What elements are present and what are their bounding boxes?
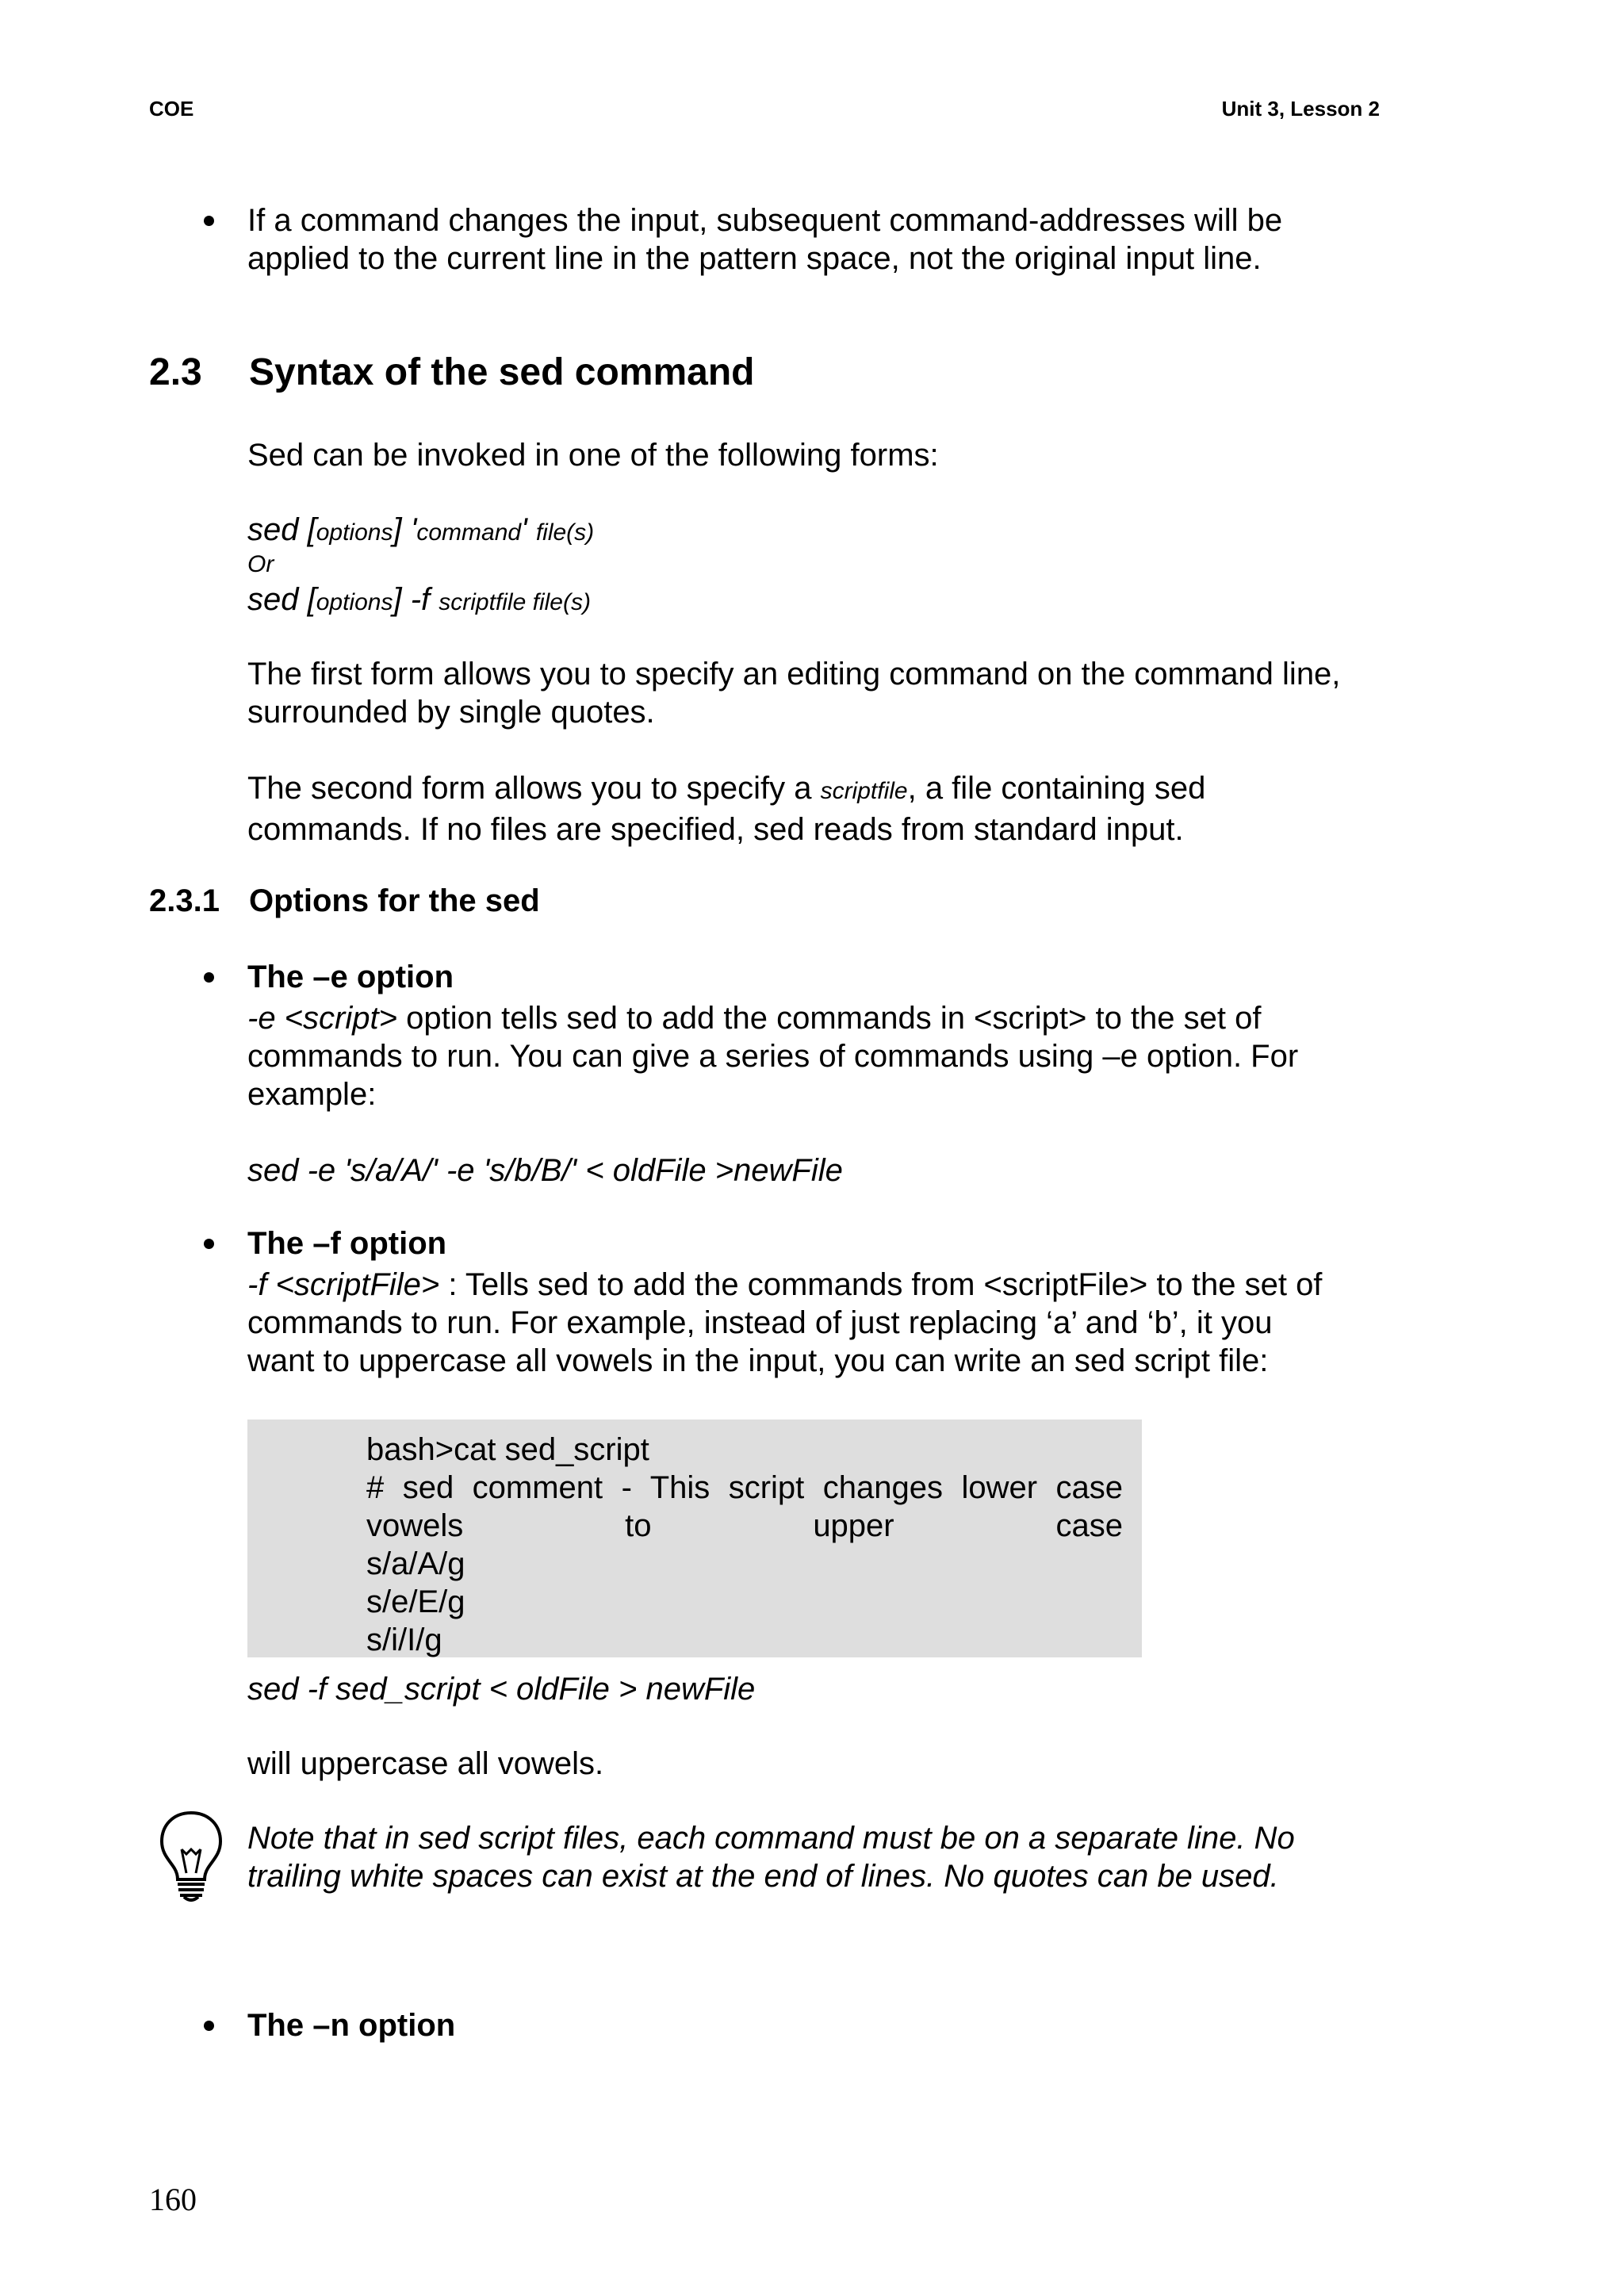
note-line-2: trailing white spaces can exist at the end of lines. No quotes can be used.	[247, 1859, 1279, 1894]
code-word: case	[1055, 1508, 1123, 1543]
code-line-2-text: # sed comment - This script changes lower case	[366, 1470, 1123, 1505]
syntax-form-2	[247, 580, 591, 622]
note-line-1: Note that in sed script files, each command must be on a separate line. No	[247, 1821, 1295, 1856]
section-title: Syntax of the sed command	[249, 351, 755, 393]
para-second-line-1	[247, 769, 1205, 810]
option-e-description	[247, 999, 1298, 1113]
option-n-title: The –n option	[247, 2008, 456, 2043]
bullet-dot	[204, 972, 214, 983]
section-heading	[149, 349, 754, 397]
note-text	[247, 1819, 1295, 1895]
para-second-line-2: commands. If no files are specified, sed reads from standard input.	[247, 812, 1184, 847]
bullet-dot	[204, 1239, 214, 1249]
run-example: sed -f sed_script < oldFile > newFile	[247, 1672, 756, 1707]
code-line-1: bash>cat sed_script	[366, 1432, 649, 1467]
para-second-scriptfile: scriptfile	[820, 778, 908, 804]
bullet-dot	[204, 2021, 214, 2031]
option-f-title: The –f option	[247, 1226, 447, 1261]
option-f-description	[247, 1266, 1322, 1380]
subsection-number: 2.3.1	[149, 883, 220, 918]
code-line-3	[366, 1507, 1123, 1545]
form1-command: command	[416, 519, 522, 546]
option-e-flag: -e <script>	[247, 1001, 397, 1036]
code-word: upper	[813, 1508, 894, 1543]
option-f-line-1	[247, 1266, 1322, 1304]
code-line-6: s/i/I/g	[366, 1623, 442, 1657]
code-line-5: s/e/E/g	[366, 1584, 465, 1619]
option-e-example: sed -e 's/a/A/' -e 's/b/B/' < oldFile >newFile	[247, 1153, 843, 1188]
result-text: will uppercase all vowels.	[247, 1746, 604, 1781]
code-line-4: s/a/A/g	[366, 1546, 465, 1581]
para-first-line-1: The first form allows you to specify an editing command on the command line,	[247, 657, 1341, 692]
code-block	[247, 1420, 1142, 1657]
page-number: 160	[149, 2182, 197, 2217]
running-header-left: COE	[149, 97, 194, 121]
section-number: 2.3	[149, 351, 202, 393]
option-f-line-2: commands to run. For example, instead of just replacing ‘a’ and ‘b’, it you	[247, 1305, 1273, 1340]
or-label: Or	[247, 551, 274, 577]
option-e-line-2: commands to run. You can give a series of commands using –e option. For	[247, 1039, 1299, 1074]
option-e-title: The –e option	[247, 960, 454, 994]
bullet-dot	[204, 216, 214, 226]
subsection-heading	[149, 882, 540, 920]
form1-options: options	[316, 519, 393, 546]
form2-close: ] -f	[393, 582, 439, 617]
option-f-flag: -f <scriptFile>	[247, 1267, 440, 1302]
code-word: to	[625, 1508, 652, 1543]
option-f-line1-rest: : Tells sed to add the commands from <scriptFile> to the set of	[439, 1267, 1323, 1302]
para-second-c: , a file containing sed	[907, 771, 1206, 806]
intro-line-2: applied to the current line in the pattern space, not the original input line.	[247, 241, 1262, 276]
form2-rest: scriptfile file(s)	[439, 589, 591, 615]
option-e-line1-rest: option tells sed to add the commands in <script> to the set of	[396, 1001, 1262, 1036]
subsection-title: Options for the sed	[249, 883, 540, 918]
option-e-line-3: example:	[247, 1077, 377, 1112]
form2-sed: sed [	[247, 582, 316, 617]
form2-options: options	[316, 589, 393, 615]
para-first-line-2: surrounded by single quotes.	[247, 695, 655, 730]
form1-quote: '	[521, 512, 536, 547]
para-second-a: The second form allows you to specify a	[247, 771, 821, 806]
intro-bullet-text	[247, 201, 1282, 278]
option-f-line-3: want to uppercase all vowels in the input, you can write an sed script file:	[247, 1343, 1269, 1378]
code-word: vowels	[366, 1508, 464, 1543]
syntax-form-1	[247, 511, 594, 552]
form1-close: ] '	[393, 512, 417, 547]
invoke-intro: Sed can be invoked in one of the following forms:	[247, 438, 939, 473]
form1-files: file(s)	[535, 519, 595, 546]
intro-line-1: If a command changes the input, subsequent command-addresses will be	[247, 203, 1283, 238]
para-first-form	[247, 655, 1340, 731]
para-second-form	[247, 769, 1205, 849]
lightbulb-icon	[155, 1808, 227, 1903]
code-line-2	[366, 1469, 1123, 1507]
option-e-line-1	[247, 999, 1298, 1037]
form1-sed: sed [	[247, 512, 316, 547]
running-header-right: Unit 3, Lesson 2	[1221, 97, 1380, 121]
